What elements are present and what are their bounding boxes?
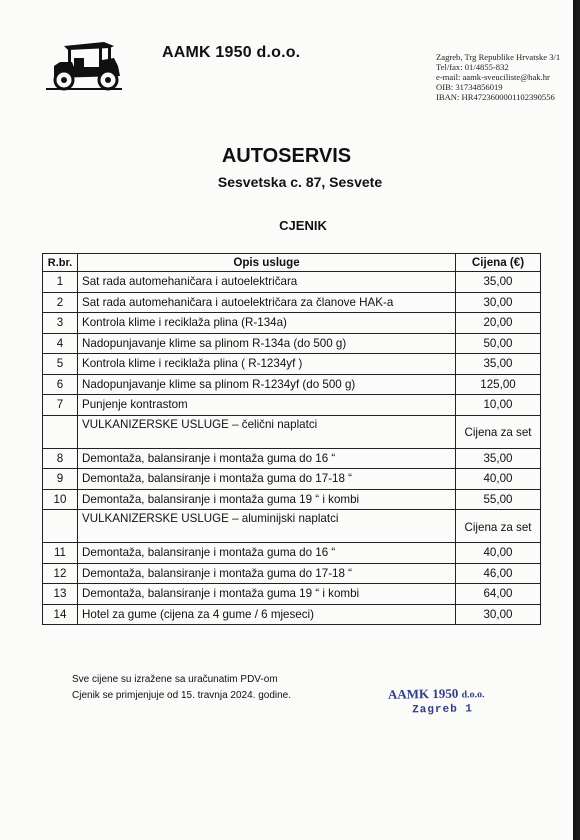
row-number: 12: [43, 563, 78, 584]
footnote-vat: Sve cijene su izražene sa uračunatim PDV-om: [72, 674, 278, 685]
row-number: 2: [43, 292, 78, 313]
table-row: [43, 604, 541, 625]
row-description: Demontaža, balansiranje i montaža guma do 17-18 “: [78, 563, 456, 584]
row-number: 8: [43, 448, 78, 469]
table-row: [43, 563, 541, 584]
row-price: Cijena za set: [456, 510, 541, 543]
table-row: [43, 333, 541, 354]
header-desc: Opis usluge: [78, 254, 456, 272]
price-list-heading: CJENIK: [279, 218, 327, 233]
row-price: Cijena za set: [456, 415, 541, 448]
row-description: Demontaža, balansiranje i montaža guma do 16 “: [78, 543, 456, 564]
row-price: 30,00: [456, 292, 541, 313]
header-no: R.br.: [43, 254, 78, 272]
stamp-suffix: d.o.o.: [461, 689, 485, 701]
table-body: [43, 272, 541, 625]
row-description: Hotel za gume (cijena za 4 gume / 6 mjeseci): [78, 604, 456, 625]
price-table: [42, 253, 541, 625]
row-description: VULKANIZERSKE USLUGE – čelični naplatci: [78, 415, 456, 448]
table-row: [43, 543, 541, 564]
stamp-company: AAMK 1950: [387, 685, 459, 702]
row-price: 55,00: [456, 489, 541, 510]
row-number: 7: [43, 395, 78, 416]
company-name: AAMK 1950 d.o.o.: [162, 44, 301, 61]
stamp-line-2: Zagreb 1: [412, 703, 474, 717]
row-price: 35,00: [456, 272, 541, 293]
table-row: [43, 469, 541, 490]
table-row: [43, 272, 541, 293]
row-number: 14: [43, 604, 78, 625]
row-number: 13: [43, 584, 78, 605]
row-description: Nadopunjavanje klime sa plinom R-1234yf (do 500 g): [78, 374, 456, 395]
row-number: 1: [43, 272, 78, 293]
row-price: 64,00: [456, 584, 541, 605]
table-header-row: [43, 254, 541, 272]
row-price: 50,00: [456, 333, 541, 354]
table-section-row: [43, 415, 541, 448]
row-description: Sat rada automehaničara i autoelektričara: [78, 272, 456, 293]
contact-iban: IBAN: HR4723600001102390556: [436, 92, 555, 102]
row-number: 5: [43, 354, 78, 375]
table-row: [43, 489, 541, 510]
company-stamp: [388, 685, 485, 717]
row-price: 40,00: [456, 543, 541, 564]
vintage-car-icon: [44, 36, 126, 94]
row-number: 3: [43, 313, 78, 334]
table-row: [43, 354, 541, 375]
row-number: 4: [43, 333, 78, 354]
contact-address: Zagreb, Trg Republike Hrvatske 3/1: [436, 52, 561, 62]
footnotes: [72, 672, 291, 704]
table-row: [43, 584, 541, 605]
table-row: [43, 448, 541, 469]
row-number: 11: [43, 543, 78, 564]
row-description: Nadopunjavanje klime sa plinom R-134a (do 500 g): [78, 333, 456, 354]
contact-block: [436, 52, 560, 102]
page-title: AUTOSERVIS: [221, 145, 352, 167]
row-number: 10: [43, 489, 78, 510]
row-price: 30,00: [456, 604, 541, 625]
row-description: VULKANIZERSKE USLUGE – aluminijski naplatci: [78, 510, 456, 543]
table-row: [43, 374, 541, 395]
table-row: [43, 292, 541, 313]
row-description: Demontaža, balansiranje i montaža guma do 16 “: [78, 448, 456, 469]
row-description: Demontaža, balansiranje i montaža guma 19 “ i kombi: [78, 584, 456, 605]
table-section-row: [43, 510, 541, 543]
table-row: [43, 395, 541, 416]
row-description: Demontaža, balansiranje i montaža guma 19 “ i kombi: [78, 489, 456, 510]
header-price: Cijena (€): [456, 254, 541, 272]
stamp-line-1: [388, 685, 485, 703]
row-price: 10,00: [456, 395, 541, 416]
row-price: 125,00: [456, 374, 541, 395]
row-price: 46,00: [456, 563, 541, 584]
contact-phone: Tel/fax: 01/4855-832: [436, 62, 509, 72]
row-number: [43, 510, 78, 543]
row-price: 35,00: [456, 354, 541, 375]
row-description: Demontaža, balansiranje i montaža guma do 17-18 “: [78, 469, 456, 490]
row-description: Kontrola klime i reciklaža plina ( R-1234yf ): [78, 354, 456, 375]
table-row: [43, 313, 541, 334]
row-number: [43, 415, 78, 448]
row-price: 40,00: [456, 469, 541, 490]
row-price: 20,00: [456, 313, 541, 334]
row-price: 35,00: [456, 448, 541, 469]
contact-oib: OIB: 31734856019: [436, 82, 503, 92]
contact-email: e-mail: aamk-sveuciliste@hak.hr: [436, 72, 550, 82]
row-description: Punjenje kontrastom: [78, 395, 456, 416]
row-description: Kontrola klime i reciklaža plina (R-134a): [78, 313, 456, 334]
service-address: Sesvetska c. 87, Sesvete: [217, 174, 383, 190]
footnote-valid-from: Cjenik se primjenjuje od 15. travnja 2024. godine.: [72, 690, 292, 701]
row-number: 9: [43, 469, 78, 490]
row-number: 6: [43, 374, 78, 395]
row-description: Sat rada automehaničara i autoelektričara za članove HAK-a: [78, 292, 456, 313]
